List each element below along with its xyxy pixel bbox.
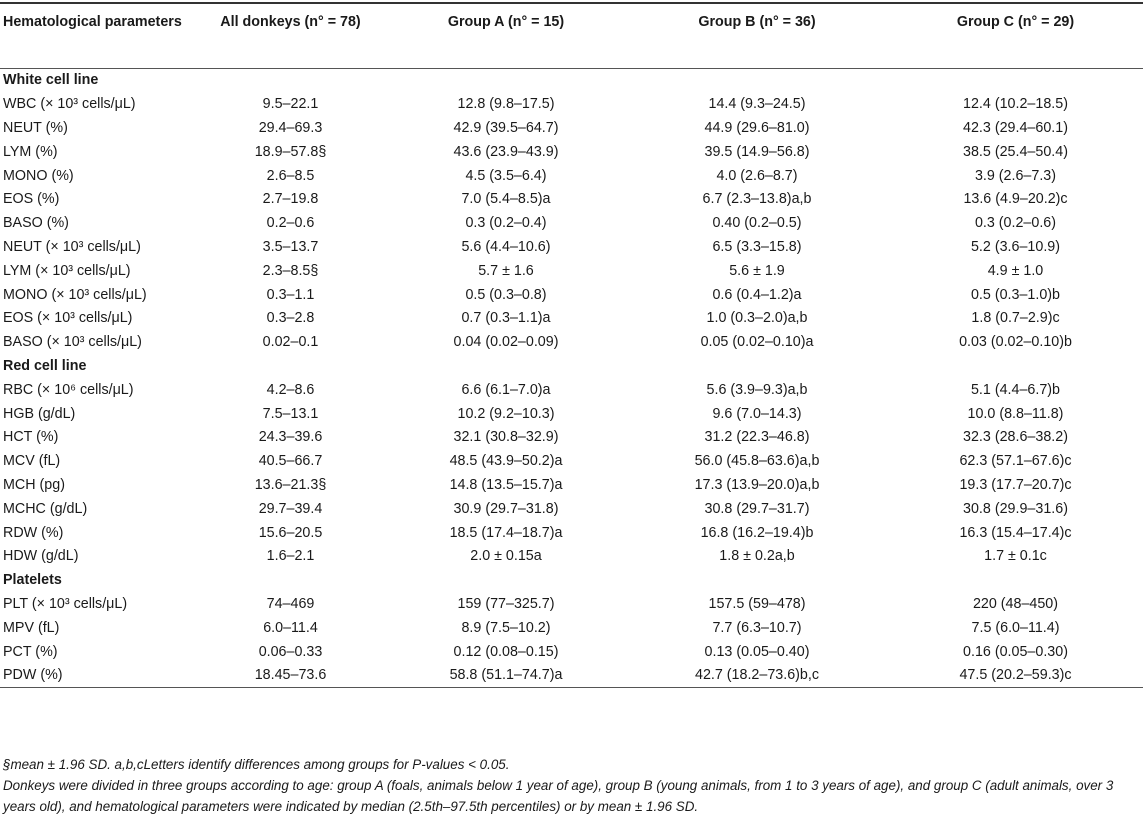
table-cell: 5.6 ± 1.9 xyxy=(729,262,785,279)
table-cell: 6.7 (2.3–13.8)a,b xyxy=(702,191,812,208)
header-parameters: Hematological parameters xyxy=(3,14,182,30)
table-cell: 0.6 (0.4–1.2)a xyxy=(712,286,802,303)
table-cell: 42.3 (29.4–60.1) xyxy=(963,119,1068,136)
table-row xyxy=(0,663,1143,687)
table-cell: 18.9–57.8§ xyxy=(254,143,327,160)
table-cell: 1.8 ± 0.2a,b xyxy=(719,548,795,565)
table-cell: 4.0 (2.6–8.7) xyxy=(716,167,798,184)
table-cell: 30.8 (29.9–31.6) xyxy=(963,500,1068,517)
table-cell: 32.3 (28.6–38.2) xyxy=(963,429,1068,446)
table-cell: 10.0 (8.8–11.8) xyxy=(967,405,1064,422)
table-cell: 4.2–8.6 xyxy=(266,381,315,398)
table-cell: 1.7 ± 0.1c xyxy=(984,548,1047,565)
header-row xyxy=(0,4,1143,68)
table-cell: 0.3 (0.2–0.4) xyxy=(465,215,547,232)
hematology-table xyxy=(0,4,1143,688)
parameter-name: HGB (g/dL) xyxy=(3,405,76,422)
parameter-name: EOS (× 10³ cells/μL) xyxy=(3,310,133,327)
footnote-groups: Donkeys were divided in three groups according to age: group A (foals, animals below 1 year of age), group B (young animals, from 1 to 3 years of age), and group C (adult animals, over 3 years old), and hematological parameters were indicated by median (2.5th–97.5th percentiles) or by mean ± 1.96 SD. xyxy=(3,778,1114,814)
table-row xyxy=(0,259,1143,283)
table-cell: 10.2 (9.2–10.3) xyxy=(457,405,555,422)
table-cell: 40.5–66.7 xyxy=(258,453,323,470)
table-row xyxy=(0,330,1143,354)
table-cell: 0.3–2.8 xyxy=(266,310,315,327)
parameter-name: EOS (%) xyxy=(3,191,60,208)
table-cell: 1.6–2.1 xyxy=(266,548,315,565)
table-cell: 18.5 (17.4–18.7)a xyxy=(449,524,563,541)
table-cell: 2.6–8.5 xyxy=(266,167,315,184)
table-cell: 16.8 (16.2–19.4)b xyxy=(700,524,814,541)
parameter-name: MCHC (g/dL) xyxy=(3,500,88,517)
table-cell: 0.06–0.33 xyxy=(258,643,323,660)
parameter-name: MONO (× 10³ cells/μL) xyxy=(3,286,147,303)
table-cell: 1.8 (0.7–2.9)c xyxy=(971,310,1060,327)
table-cell: 157.5 (59–478) xyxy=(708,595,806,612)
table-cell: 29.7–39.4 xyxy=(258,500,323,517)
section-row xyxy=(0,354,1143,378)
table-cell: 0.3–1.1 xyxy=(266,286,315,303)
table-cell: 31.2 (22.3–46.8) xyxy=(704,429,810,446)
table-cell: 15.6–20.5 xyxy=(258,524,323,541)
table-cell: 47.5 (20.2–59.3)c xyxy=(959,667,1072,684)
table-cell: 44.9 (29.6–81.0) xyxy=(704,119,810,136)
table-row xyxy=(0,640,1143,664)
section-row xyxy=(0,68,1143,92)
parameter-name: RDW (%) xyxy=(3,524,64,541)
table-cell: 7.5–13.1 xyxy=(262,405,319,422)
table-body xyxy=(0,68,1143,688)
section-title: White cell line xyxy=(3,72,99,89)
table-row xyxy=(0,521,1143,545)
table-cell: 6.6 (6.1–7.0)a xyxy=(461,381,551,398)
table-cell: 2.3–8.5§ xyxy=(262,262,319,279)
table-cell: 3.5–13.7 xyxy=(262,238,319,255)
table-row xyxy=(0,497,1143,521)
table-row xyxy=(0,306,1143,330)
parameter-name: NEUT (× 10³ cells/μL) xyxy=(3,238,141,255)
header-group-b: Group B (n° = 36) xyxy=(698,14,816,30)
table-cell: 0.5 (0.3–0.8) xyxy=(465,286,547,303)
table-cell: 62.3 (57.1–67.6)c xyxy=(959,453,1072,470)
parameter-name: NEUT (%) xyxy=(3,119,68,136)
parameter-name: MCV (fL) xyxy=(3,453,61,470)
table-row xyxy=(0,616,1143,640)
table-row xyxy=(0,283,1143,307)
table-cell: 14.8 (13.5–15.7)a xyxy=(449,476,563,493)
table-cell: 12.4 (10.2–18.5) xyxy=(963,96,1068,113)
table-cell: 43.6 (23.9–43.9) xyxy=(453,143,559,160)
table-row xyxy=(0,592,1143,616)
table-cell: 14.4 (9.3–24.5) xyxy=(708,96,806,113)
table-cell: 42.7 (18.2–73.6)b,c xyxy=(695,667,819,684)
table-cell: 48.5 (43.9–50.2)a xyxy=(449,453,563,470)
table-cell: 5.1 (4.4–6.7)b xyxy=(970,381,1061,398)
parameter-name: HCT (%) xyxy=(3,429,59,446)
table-cell: 9.6 (7.0–14.3) xyxy=(712,405,802,422)
table-cell: 0.16 (0.05–0.30) xyxy=(963,643,1068,660)
table-cell: 24.3–39.6 xyxy=(258,429,323,446)
parameter-name: MCH (pg) xyxy=(3,476,65,493)
table-cell: 32.1 (30.8–32.9) xyxy=(453,429,559,446)
header-group-c: Group C (n° = 29) xyxy=(956,14,1075,30)
table-cell: 4.5 (3.5–6.4) xyxy=(465,167,547,184)
header-group-a: Group A (n° = 15) xyxy=(447,14,565,30)
table-cell: 30.8 (29.7–31.7) xyxy=(704,500,810,517)
table-row xyxy=(0,92,1143,116)
table-cell: 18.45–73.6 xyxy=(254,667,327,684)
table-row xyxy=(0,378,1143,402)
table-row xyxy=(0,402,1143,426)
table-cell: 13.6 (4.9–20.2)c xyxy=(963,191,1068,208)
header-all-donkeys: All donkeys (n° = 78) xyxy=(220,14,361,30)
table-cell: 9.5–22.1 xyxy=(262,96,319,113)
parameter-name: HDW (g/dL) xyxy=(3,548,79,565)
table-cell: 0.5 (0.3–1.0)b xyxy=(970,286,1061,303)
table-cell: 13.6–21.3§ xyxy=(254,476,327,493)
table-cell: 29.4–69.3 xyxy=(258,119,323,136)
table-cell: 7.0 (5.4–8.5)a xyxy=(461,191,551,208)
table-cell: 159 (77–325.7) xyxy=(457,595,555,612)
table-footnotes xyxy=(3,754,1138,817)
table-row xyxy=(0,425,1143,449)
table-cell: 2.0 ± 0.15a xyxy=(470,548,542,565)
table-cell: 16.3 (15.4–17.4)c xyxy=(959,524,1072,541)
table-cell: 0.2–0.6 xyxy=(266,215,315,232)
parameter-name: MONO (%) xyxy=(3,167,74,184)
parameter-name: PLT (× 10³ cells/μL) xyxy=(3,595,128,612)
table-cell: 0.02–0.1 xyxy=(262,334,319,351)
table-cell: 5.7 ± 1.6 xyxy=(478,262,534,279)
table-cell: 0.04 (0.02–0.09) xyxy=(453,334,559,351)
table-cell: 4.9 ± 1.0 xyxy=(987,262,1044,279)
table-cell: 56.0 (45.8–63.6)a,b xyxy=(694,453,820,470)
table-cell: 0.40 (0.2–0.5) xyxy=(712,215,802,232)
table-row xyxy=(0,211,1143,235)
parameter-name: WBC (× 10³ cells/μL) xyxy=(3,96,136,113)
footnote-significance: §mean ± 1.96 SD. a,b,cLetters identify differences among groups for P-values < 0.05. xyxy=(3,757,510,772)
table-cell: 74–469 xyxy=(266,595,315,612)
table-cell: 5.2 (3.6–10.9) xyxy=(970,238,1061,255)
table-cell: 5.6 (3.9–9.3)a,b xyxy=(706,381,808,398)
table-row xyxy=(0,187,1143,211)
table-cell: 6.5 (3.3–15.8) xyxy=(712,238,802,255)
section-row xyxy=(0,568,1143,592)
section-title: Platelets xyxy=(3,572,62,589)
parameter-name: RBC (× 10⁶ cells/μL) xyxy=(3,381,134,398)
parameter-name: MPV (fL) xyxy=(3,619,60,636)
table-row xyxy=(0,473,1143,497)
section-title: Red cell line xyxy=(3,357,87,374)
table-cell: 2.7–19.8 xyxy=(262,191,319,208)
table-cell: 30.9 (29.7–31.8) xyxy=(453,500,559,517)
table-cell: 7.5 (6.0–11.4) xyxy=(971,619,1060,636)
parameter-name: LYM (× 10³ cells/μL) xyxy=(3,262,131,279)
table-cell: 58.8 (51.1–74.7)a xyxy=(449,667,563,684)
table-row xyxy=(0,544,1143,568)
table-row xyxy=(0,449,1143,473)
table-cell: 3.9 (2.6–7.3) xyxy=(974,167,1057,184)
table-cell: 0.03 (0.02–0.10)b xyxy=(959,334,1072,351)
parameter-name: BASO (%) xyxy=(3,215,69,232)
table-row xyxy=(0,164,1143,188)
table-cell: 220 (48–450) xyxy=(972,595,1059,612)
parameter-name: PDW (%) xyxy=(3,667,63,684)
table-row xyxy=(0,140,1143,164)
table-cell: 0.12 (0.08–0.15) xyxy=(453,643,559,660)
table-row xyxy=(0,235,1143,259)
table-cell: 5.6 (4.4–10.6) xyxy=(461,238,551,255)
parameter-name: BASO (× 10³ cells/μL) xyxy=(3,334,142,351)
table-cell: 19.3 (17.7–20.7)c xyxy=(959,476,1072,493)
table-cell: 1.0 (0.3–2.0)a,b xyxy=(706,310,808,327)
table-cell: 0.13 (0.05–0.40) xyxy=(704,643,810,660)
table-cell: 0.3 (0.2–0.6) xyxy=(974,215,1057,232)
table-cell: 17.3 (13.9–20.0)a,b xyxy=(694,476,820,493)
table-cell: 8.9 (7.5–10.2) xyxy=(461,619,551,636)
table-cell: 12.8 (9.8–17.5) xyxy=(457,96,555,113)
table-cell: 0.05 (0.02–0.10)a xyxy=(700,334,814,351)
table-cell: 0.7 (0.3–1.1)a xyxy=(461,310,551,327)
table-cell: 7.7 (6.3–10.7) xyxy=(712,619,802,636)
parameter-name: PCT (%) xyxy=(3,643,58,660)
table-cell: 6.0–11.4 xyxy=(263,619,318,636)
parameter-name: LYM (%) xyxy=(3,143,58,160)
table-row xyxy=(0,116,1143,140)
table-cell: 42.9 (39.5–64.7) xyxy=(453,119,559,136)
table-cell: 38.5 (25.4–50.4) xyxy=(963,143,1068,160)
table-cell: 39.5 (14.9–56.8) xyxy=(704,143,810,160)
